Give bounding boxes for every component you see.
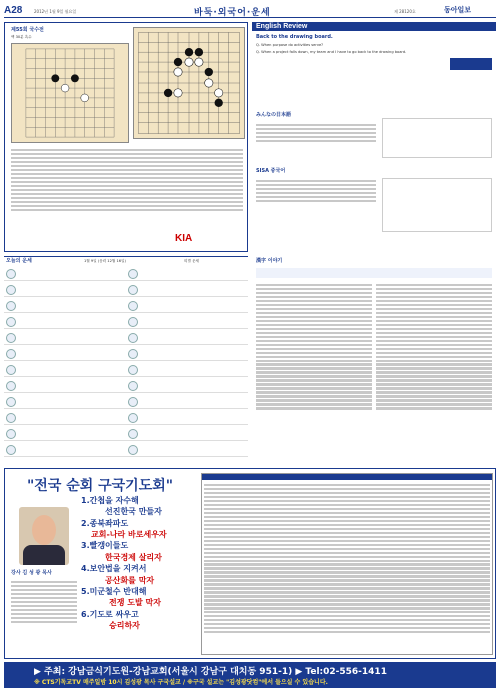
hanja-body-right bbox=[376, 282, 492, 411]
ad-points bbox=[81, 495, 167, 631]
fortune-row bbox=[4, 443, 126, 457]
hanja-column bbox=[252, 256, 496, 462]
fortune-row bbox=[4, 331, 126, 345]
zodiac-icon bbox=[128, 445, 138, 455]
chinese-box bbox=[382, 178, 492, 232]
fortune-row bbox=[126, 299, 248, 313]
go-title: 제55회 국수전 bbox=[11, 27, 44, 33]
japanese-body bbox=[256, 122, 376, 144]
ad-point: 교회-나라 바로세우자 bbox=[91, 530, 167, 540]
advertisement bbox=[4, 468, 496, 659]
fortune-row bbox=[126, 363, 248, 377]
speaker-photo bbox=[19, 507, 69, 565]
section-title: 바둑·외국어·운세 bbox=[194, 8, 271, 18]
ad-point: 한국경제 살리자 bbox=[105, 552, 162, 562]
zodiac-icon bbox=[6, 365, 16, 375]
fortune-row bbox=[126, 395, 248, 409]
zodiac-icon bbox=[6, 269, 16, 279]
go-column bbox=[4, 22, 248, 252]
fortune-row bbox=[4, 299, 126, 313]
fortune-row bbox=[4, 411, 126, 425]
newspaper-logo: 동아일보 bbox=[444, 5, 472, 14]
zodiac-icon bbox=[128, 285, 138, 295]
zodiac-icon bbox=[6, 301, 16, 311]
speaker-suit bbox=[23, 545, 65, 565]
english-ad-badge bbox=[450, 58, 492, 70]
page-header bbox=[4, 3, 496, 18]
english-title: English Review bbox=[252, 22, 496, 31]
fortune-row bbox=[4, 267, 126, 281]
schedule-table-body bbox=[202, 480, 492, 637]
go-grid bbox=[134, 28, 244, 138]
fortune-grid bbox=[4, 267, 248, 463]
fortune-subtitle: 띠별 운세 bbox=[184, 259, 200, 263]
ad-point: 2.종북좌파도 bbox=[81, 518, 129, 528]
fortune-row bbox=[4, 395, 126, 409]
ad-point: 선진한국 만들자 bbox=[105, 507, 162, 517]
footer-line2: ※ CTS기독교TV 매주일밤 10시 김성광 목사 구국설교 / ※구국 설교는 "김성광닷컴"에서 들으실 수 있습니다. bbox=[34, 679, 328, 686]
go-commentary bbox=[11, 147, 243, 213]
speaker-name: 강사 김 성 광 목사 bbox=[11, 570, 52, 576]
fortune-row bbox=[126, 267, 248, 281]
fortune-row bbox=[4, 347, 126, 361]
schedule-table bbox=[201, 473, 493, 655]
zodiac-icon bbox=[6, 413, 16, 423]
go-diagram-small bbox=[11, 43, 129, 143]
go-board bbox=[133, 27, 245, 139]
ad-point: 전쟁 도발 막자 bbox=[109, 598, 161, 608]
zodiac-icon bbox=[128, 269, 138, 279]
zodiac-icon bbox=[6, 349, 16, 359]
fortune-row bbox=[126, 427, 248, 441]
zodiac-icon bbox=[128, 397, 138, 407]
fortune-row bbox=[4, 379, 126, 393]
zodiac-icon bbox=[128, 413, 138, 423]
zodiac-icon bbox=[6, 317, 16, 327]
page-number: A28 bbox=[4, 5, 23, 16]
fortune-row bbox=[126, 443, 248, 457]
fortune-section bbox=[4, 256, 248, 462]
zodiac-icon bbox=[6, 333, 16, 343]
fortune-row bbox=[4, 315, 126, 329]
ad-point: 공산화를 막자 bbox=[105, 575, 155, 585]
zodiac-icon bbox=[6, 381, 16, 391]
ad-footer bbox=[4, 662, 496, 688]
zodiac-icon bbox=[128, 349, 138, 359]
kia-logo: KIA bbox=[175, 233, 193, 244]
hanja-body-left bbox=[256, 282, 372, 411]
fortune-row bbox=[4, 427, 126, 441]
english-heading: Back to the drawing board. bbox=[256, 34, 333, 40]
zodiac-icon bbox=[128, 429, 138, 439]
japanese-title: みんなの日本語 bbox=[256, 112, 292, 118]
zodiac-icon bbox=[128, 333, 138, 343]
ad-point: 5.미군철수 반대해 bbox=[81, 586, 147, 596]
zodiac-icon bbox=[6, 429, 16, 439]
fortune-row bbox=[126, 379, 248, 393]
fortune-row bbox=[126, 331, 248, 345]
fortune-row bbox=[126, 347, 248, 361]
zodiac-icon bbox=[128, 381, 138, 391]
fortune-title: 오늘의 운세 bbox=[6, 258, 32, 264]
japanese-box bbox=[382, 118, 492, 158]
issue-number: 제 28120호 bbox=[394, 9, 416, 14]
english-q1: Q. When purpose do activities serve? bbox=[256, 43, 324, 48]
ad-point: 4.보안법을 지켜서 bbox=[81, 564, 147, 574]
hanja-lead bbox=[256, 268, 492, 278]
fortune-date: 1월 9일 (음력 12월 16일) bbox=[84, 259, 126, 263]
zodiac-icon bbox=[6, 397, 16, 407]
ad-title: "전국 순회 구국기도회" bbox=[27, 478, 174, 494]
zodiac-icon bbox=[128, 301, 138, 311]
chinese-body bbox=[256, 178, 376, 204]
ad-point: 승리하자 bbox=[109, 620, 140, 630]
fortune-row bbox=[4, 283, 126, 297]
zodiac-icon bbox=[128, 317, 138, 327]
ad-point: 6.기도로 싸우고 bbox=[81, 609, 139, 619]
hanja-title: 漢字 이야기 bbox=[256, 258, 283, 264]
english-q2: Q. When a project falls down, my team and I have to go back to the drawing board. bbox=[256, 50, 407, 55]
fortune-row bbox=[126, 315, 248, 329]
fortune-row bbox=[4, 363, 126, 377]
speaker-bio bbox=[11, 579, 77, 625]
issue-date: 2012년 1월 9일 월요일 bbox=[34, 9, 77, 14]
go-subtitle: 백 30분 흑수 bbox=[11, 35, 32, 39]
zodiac-icon bbox=[6, 285, 16, 295]
footer-line1: ▶ 주최: 강남금식기도원-강남교회(서울시 강남구 대치동 951-1) ▶ Tel:02-556-1411 bbox=[34, 667, 387, 677]
go-grid-small bbox=[12, 44, 128, 142]
english-column bbox=[252, 22, 496, 252]
fortune-row bbox=[126, 411, 248, 425]
zodiac-icon bbox=[6, 445, 16, 455]
ad-point: 1.간첩을 자수해 bbox=[81, 496, 139, 505]
chinese-title: SISA 중국어 bbox=[256, 168, 286, 174]
zodiac-icon bbox=[128, 365, 138, 375]
fortune-row bbox=[126, 283, 248, 297]
ad-point: 3.빨갱이들도 bbox=[81, 541, 129, 551]
speaker-face bbox=[32, 515, 56, 545]
